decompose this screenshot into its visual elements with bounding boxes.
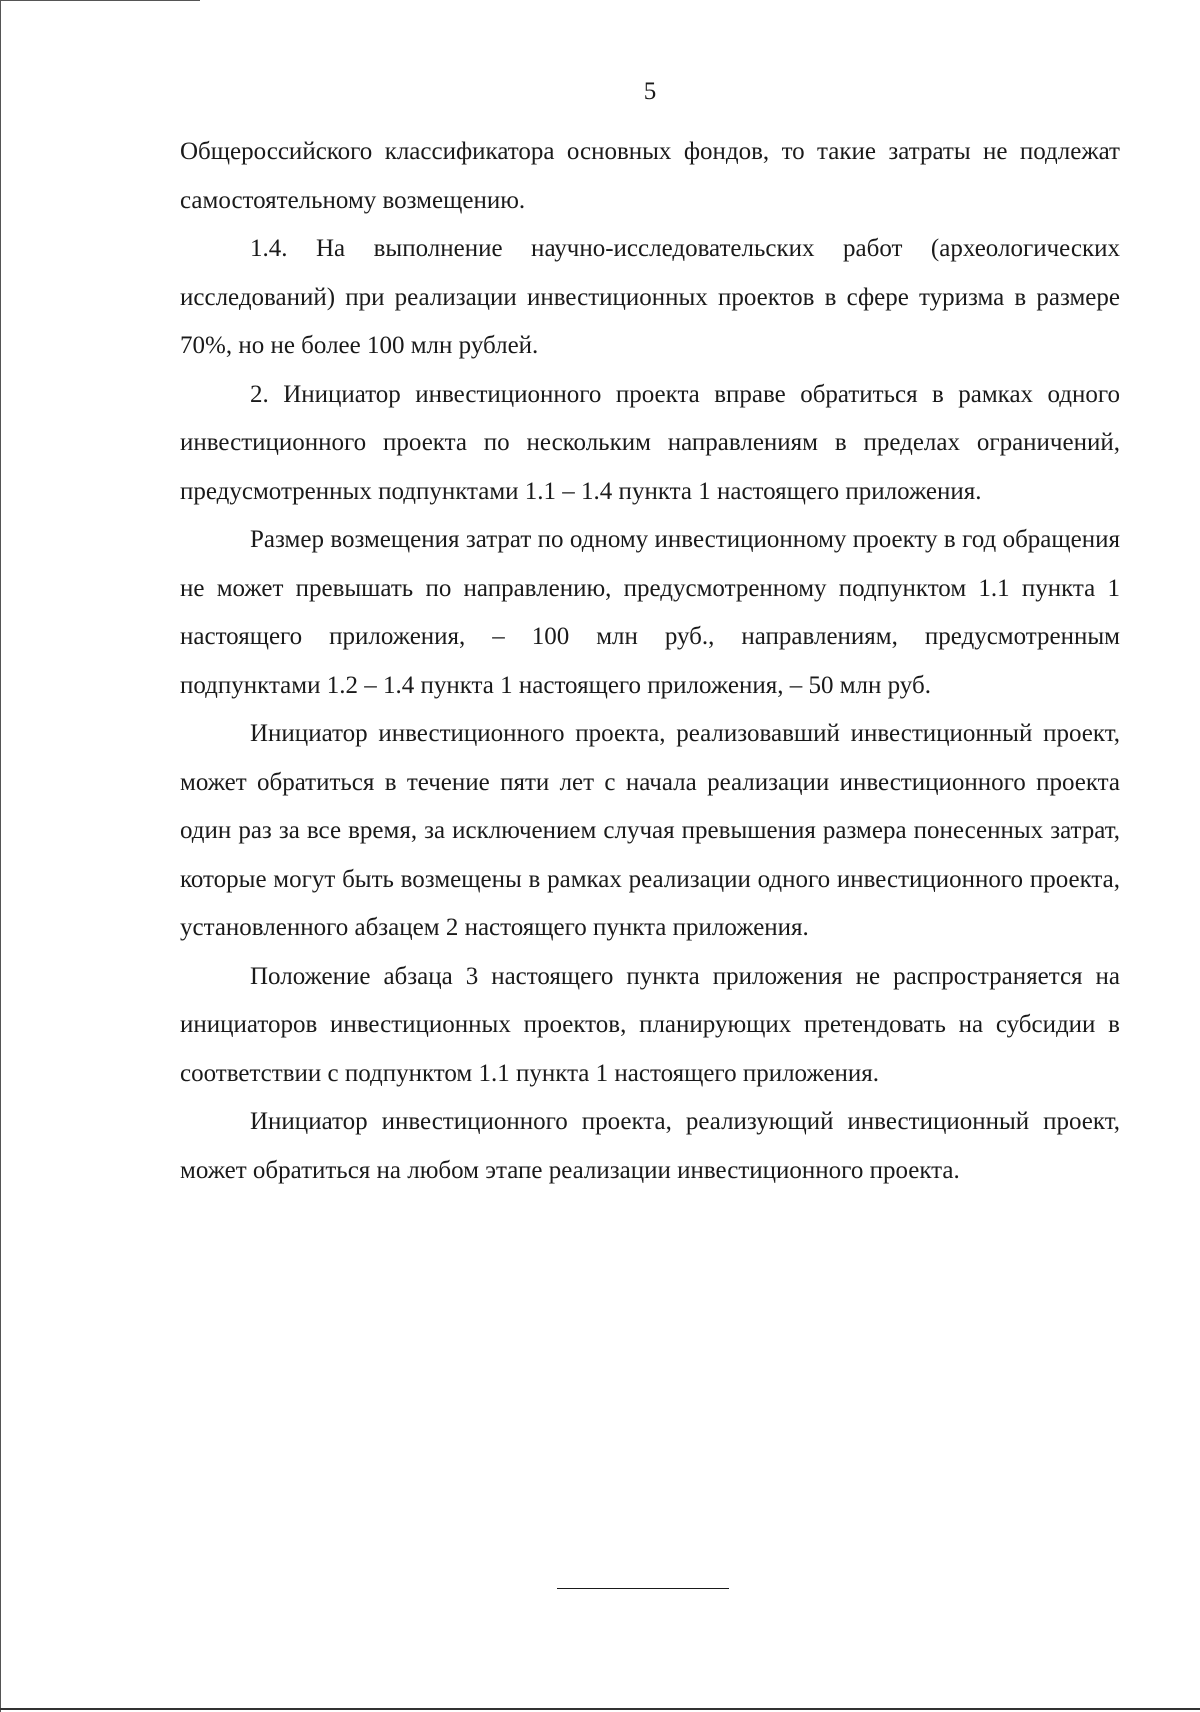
paragraph-5: Инициатор инвестиционного проекта, реализовавший инвестиционный проект, может обратиться в течение пяти лет с начала реализации инвестиционного проекта один раз за все время, за исключением случая превышения размера понесенных затрат, которые могут быть возмещены в рамках реализации одного инвестиционного проекта, установленного абзацем 2 настоящего пункта приложения. <box>180 720 1120 941</box>
end-of-document-rule <box>557 1588 729 1589</box>
scan-edge-top <box>0 0 200 1</box>
scan-edge-bottom <box>0 1708 1200 1710</box>
paragraph-7: Инициатор инвестиционного проекта, реализующий инвестиционный проект, может обратиться на любом этапе реализации инвестиционного проекта. <box>180 1108 1120 1184</box>
paragraph-2: 1.4. На выполнение научно-исследовательских работ (археологических исследований) при реализации инвестиционных проектов в сфере туризма в размере 70%, но не более 100 млн рублей. <box>180 235 1120 359</box>
paragraph-3: 2. Инициатор инвестиционного проекта вправе обратиться в рамках одного инвестиционного проекта по нескольким направлениям в пределах ограничений, предусмотренных подпунктами 1.1 – 1.4 пункта 1 настоящего приложения. <box>180 380 1120 505</box>
body-text <box>180 128 1120 1195</box>
paragraph-6: Положение абзаца 3 настоящего пункта приложения не распространяется на инициаторов инвестиционных проектов, планирующих претендовать на субсидии в соответствии с подпунктом 1.1 пункта 1 настоящего приложения. <box>180 962 1120 1087</box>
page-number: 5 <box>643 78 657 105</box>
scan-edge-left <box>0 0 1 1712</box>
paragraph-4: Размер возмещения затрат по одному инвестиционному проекту в год обращения не может превышать по направлению, предусмотренному подпунктом 1.1 пункта 1 настоящего приложения, – 100 млн руб., направлениям, предусмотренным подпунктами 1.2 – 1.4 пункта 1 настоящего приложения, – 50 млн руб. <box>180 526 1120 699</box>
paragraph-1: Общероссийского классификатора основных фондов, то такие затраты не подлежат самостоятельному возмещению. <box>180 138 1120 214</box>
